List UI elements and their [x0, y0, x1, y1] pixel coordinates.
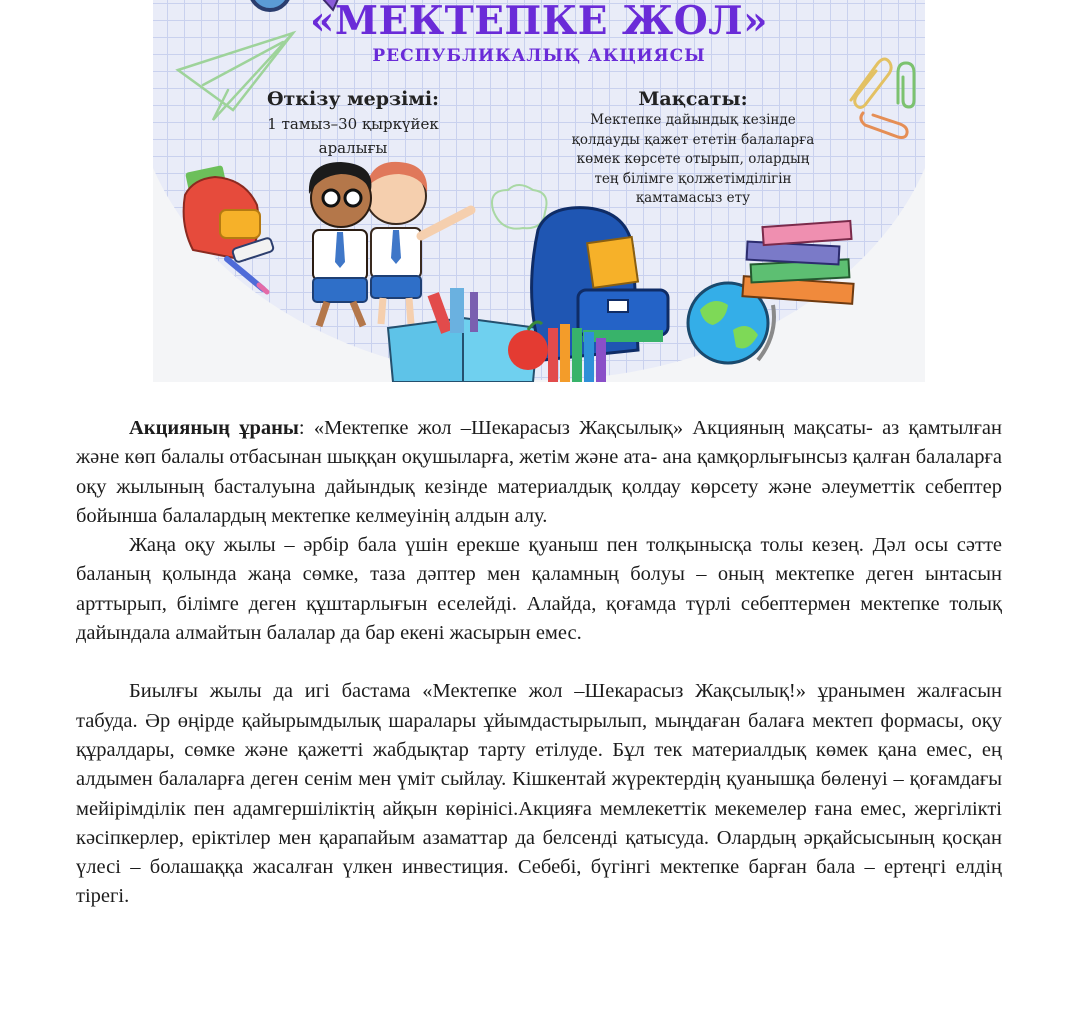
blue-backpack-icon [508, 200, 688, 382]
goal-line: қамтамасыз ету [635, 190, 751, 206]
paragraph-spacer [76, 648, 1002, 677]
period-line: 1 тамыз–30 қыркүйек [267, 115, 439, 133]
goal-text [493, 111, 893, 209]
goal-line: тең білімге қолжетімділігін [594, 170, 792, 187]
period-heading: Өткізу мерзімі: [266, 88, 440, 110]
goal-heading: Мақсаты: [638, 88, 748, 110]
slogan-label: Акцияның ұраны [129, 417, 299, 439]
paragraph-new-school-year: Жаңа оқу жылы – әрбір бала үшін ерекше қуаныш пен толқынысқа толы кезең. Дәл осы сәтте баланың қолында жаңа сөмке, таза дәптер мен қаламның болуы – оның мектепке деген ынтасын арттырып, білімге деген құштарлығын еселейді. Алайда, қоғамда түрлі себептермен мектепке толық дайындала алмайтын балалар да бар екені жасырын емес. [76, 534, 1002, 645]
period-block [223, 88, 483, 160]
paragraph-slogan [76, 414, 1002, 531]
pen-icon [223, 255, 273, 295]
banner-subtitle: РЕСПУБЛИКАЛЫҚ АКЦИЯСЫ [372, 46, 706, 66]
goal-line: қолдауды қажет ететін балаларға [571, 131, 815, 148]
article-body [76, 414, 1002, 912]
banner-title: «МЕКТЕПКЕ ЖОЛ» [309, 0, 769, 44]
period-line: аралығы [318, 139, 388, 157]
paragraph-campaign-details: Биылғы жылы да игі бастама «Мектепке жол –Шекарасыз Жақсылық!» ұранымен жалғасын табуда. Әр өңірде қайырымдылық шаралары ұйымдастырылып, мыңдаған балаға мектеп формасы, оқу құралдары, сөмке және қажетті жабдықтар тарту етілуде. Бұл тек материалдық көмек қана емес, ең алдымен балаларға деген сенім мен үміт сыйлау. Кішкентай жүректердің қуанышқа бөленуі – қоғамдағы мейірімділік пен адамгершіліктің айқын көрінісі.Акцияға мемлекеттік мекемелер ғана емес, жергілікті кәсіпкерлер, еріктілер мен қарапайым азаматтар да белсенді қатысуда. Олардың әрқайсысының қосқан үлесі – болашаққа жасалған үлкен инвестиция. Себебі, бүгінгі мектепке барған бала – ертеңгі елдің тірегі. [76, 680, 1002, 908]
period-text [223, 112, 483, 160]
goal-block [493, 88, 893, 209]
book-stack-icon [733, 218, 858, 308]
goal-line: Мектепке дайындық кезінде [590, 112, 796, 128]
slogan-text: : «Мектепке жол –Шекарасыз Жақсылық» Акцияның мақсаты- аз қамтылған және көп балалы отбасынан шыққан оқушыларға, жетім және ата- ана қамқорлығынсыз қалған балаларға оқу жылының басталуына дайындық кезінде материалдық қолдау көрсету және әлеуметтік себептер бойынша балалардың мектепке келмеуінің алдын алу. [76, 417, 1002, 527]
campaign-banner [153, 0, 925, 382]
goal-line: көмек көрсете отырып, олардың [576, 151, 810, 167]
paper-clips-icon [843, 55, 923, 140]
